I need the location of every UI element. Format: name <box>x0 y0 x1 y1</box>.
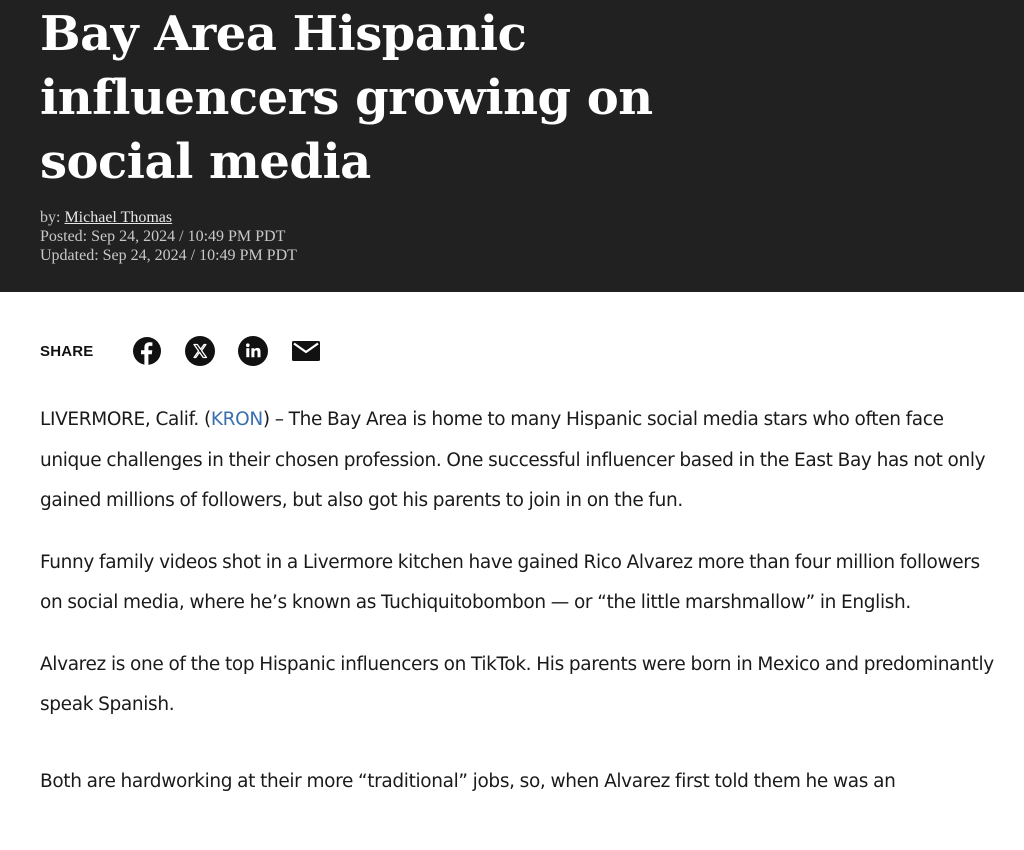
facebook-icon[interactable] <box>132 336 162 366</box>
paragraph-1-text: ) – The Bay Area is home to many Hispanic social media stars who often face unique challenges in their chosen profession. One successful influencer based in the East Bay has not only gained millions of followers, but also got his parents to join in on the fun. <box>40 409 986 511</box>
x-icon[interactable] <box>185 336 215 366</box>
share-label: SHARE <box>40 342 94 360</box>
author-row <box>40 208 297 227</box>
paragraph-3: Alvarez is one of the top Hispanic influencers on TikTok. His parents were born in Mexico and predominantly speak Spanish. <box>40 653 994 715</box>
updated-date: Updated: Sep 24, 2024 / 10:49 PM PDT <box>40 247 297 264</box>
paragraph-1-dateline: LIVERMORE, Calif. ( <box>40 409 211 430</box>
posted-date: Posted: Sep 24, 2024 / 10:49 PM PDT <box>40 228 286 245</box>
linkedin-icon[interactable] <box>238 336 268 366</box>
author-link[interactable]: Michael Thomas <box>64 209 173 226</box>
headline: Bay Area Hispanic influencers growing on social media <box>40 6 653 190</box>
kron-link[interactable]: KRON <box>210 409 263 430</box>
byline <box>40 208 297 265</box>
article-header <box>0 0 1024 292</box>
article-body <box>40 400 995 823</box>
byline-prefix: by: <box>40 209 61 226</box>
share-bar <box>40 333 344 369</box>
email-icon[interactable] <box>291 336 321 366</box>
paragraph-4: Both are hardworking at their more “traditional” jobs, so, when Alvarez first told them he was an <box>40 770 896 792</box>
paragraph-2: Funny family videos shot in a Livermore kitchen have gained Rico Alvarez more than four million followers on social media, where he’s known as Tuchiquitobombon — or “the little marshmallow” in English. <box>40 551 980 613</box>
paragraph-1 <box>40 400 995 522</box>
